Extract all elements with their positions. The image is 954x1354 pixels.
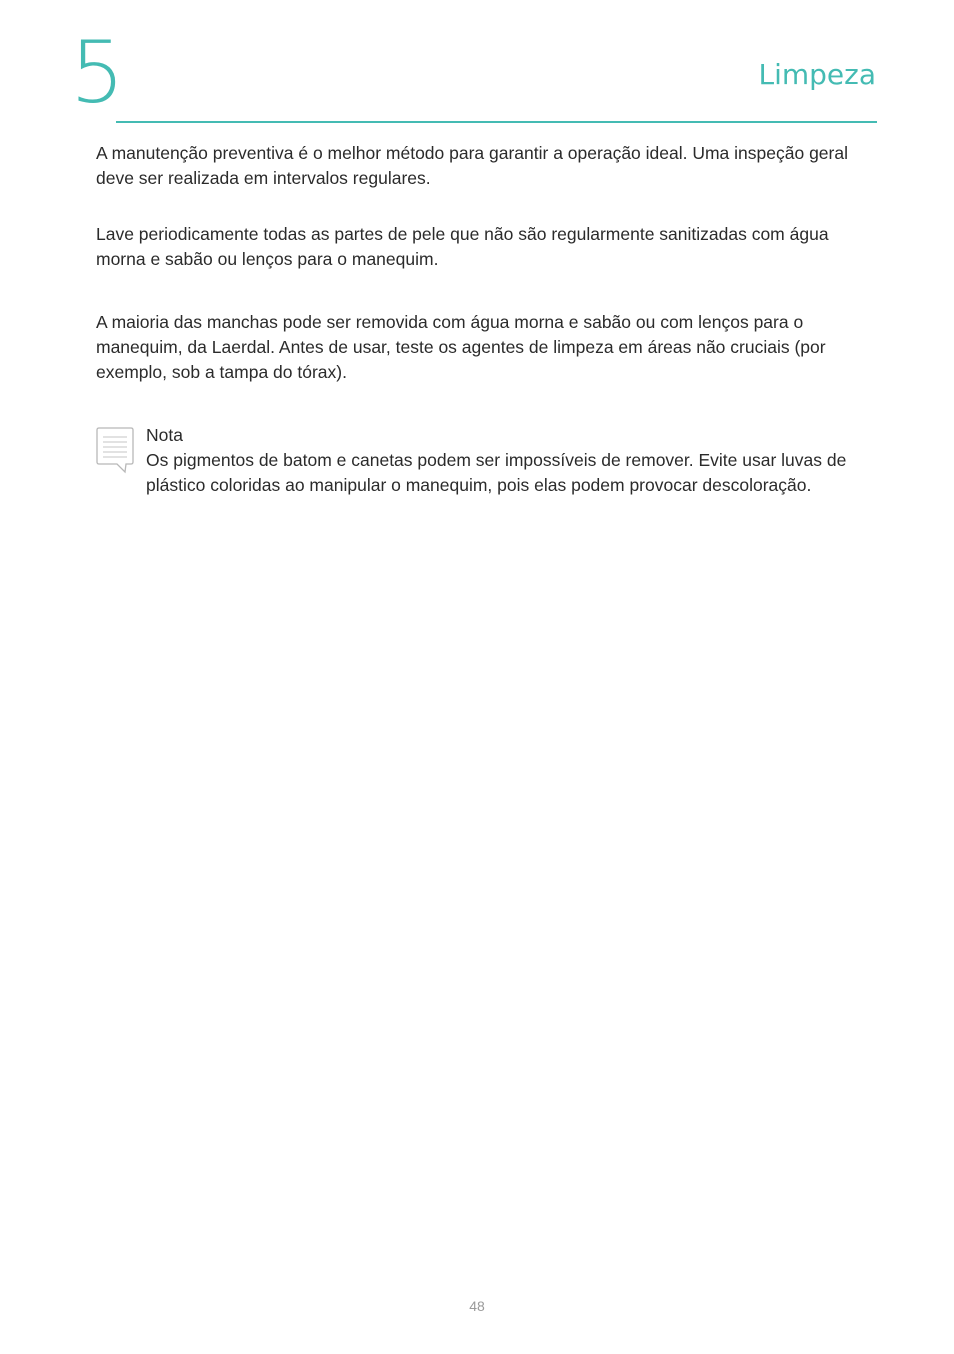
paragraph-stains: A maioria das manchas pode ser removida com água morna e sabão ou com lenços para o manequim, da Laerdal. Antes de usar, teste os agentes de limpeza em áreas não cruciais (por exemplo, sob a tampa do tórax). bbox=[96, 312, 826, 382]
paragraph-washing: Lave periodicamente todas as partes de pele que não são regularmente sanitizadas com água morna e sabão ou lenços para o manequim. bbox=[96, 224, 829, 269]
header-divider bbox=[116, 121, 877, 123]
chapter-number: 5 bbox=[70, 23, 125, 123]
note-icon bbox=[96, 426, 134, 474]
note-block bbox=[146, 423, 876, 498]
chapter-title: Limpeza bbox=[758, 58, 876, 91]
note-text: Os pigmentos de batom e canetas podem ser impossíveis de remover. Evite usar luvas de plástico coloridas ao manipular o manequim, pois elas podem provocar descoloração. bbox=[146, 450, 847, 495]
paragraph-maintenance: A manutenção preventiva é o melhor método para garantir a operação ideal. Uma inspeção geral deve ser realizada em intervalos regulares. bbox=[96, 143, 848, 188]
note-label: Nota bbox=[146, 425, 183, 445]
page-number: 48 bbox=[469, 1298, 485, 1314]
